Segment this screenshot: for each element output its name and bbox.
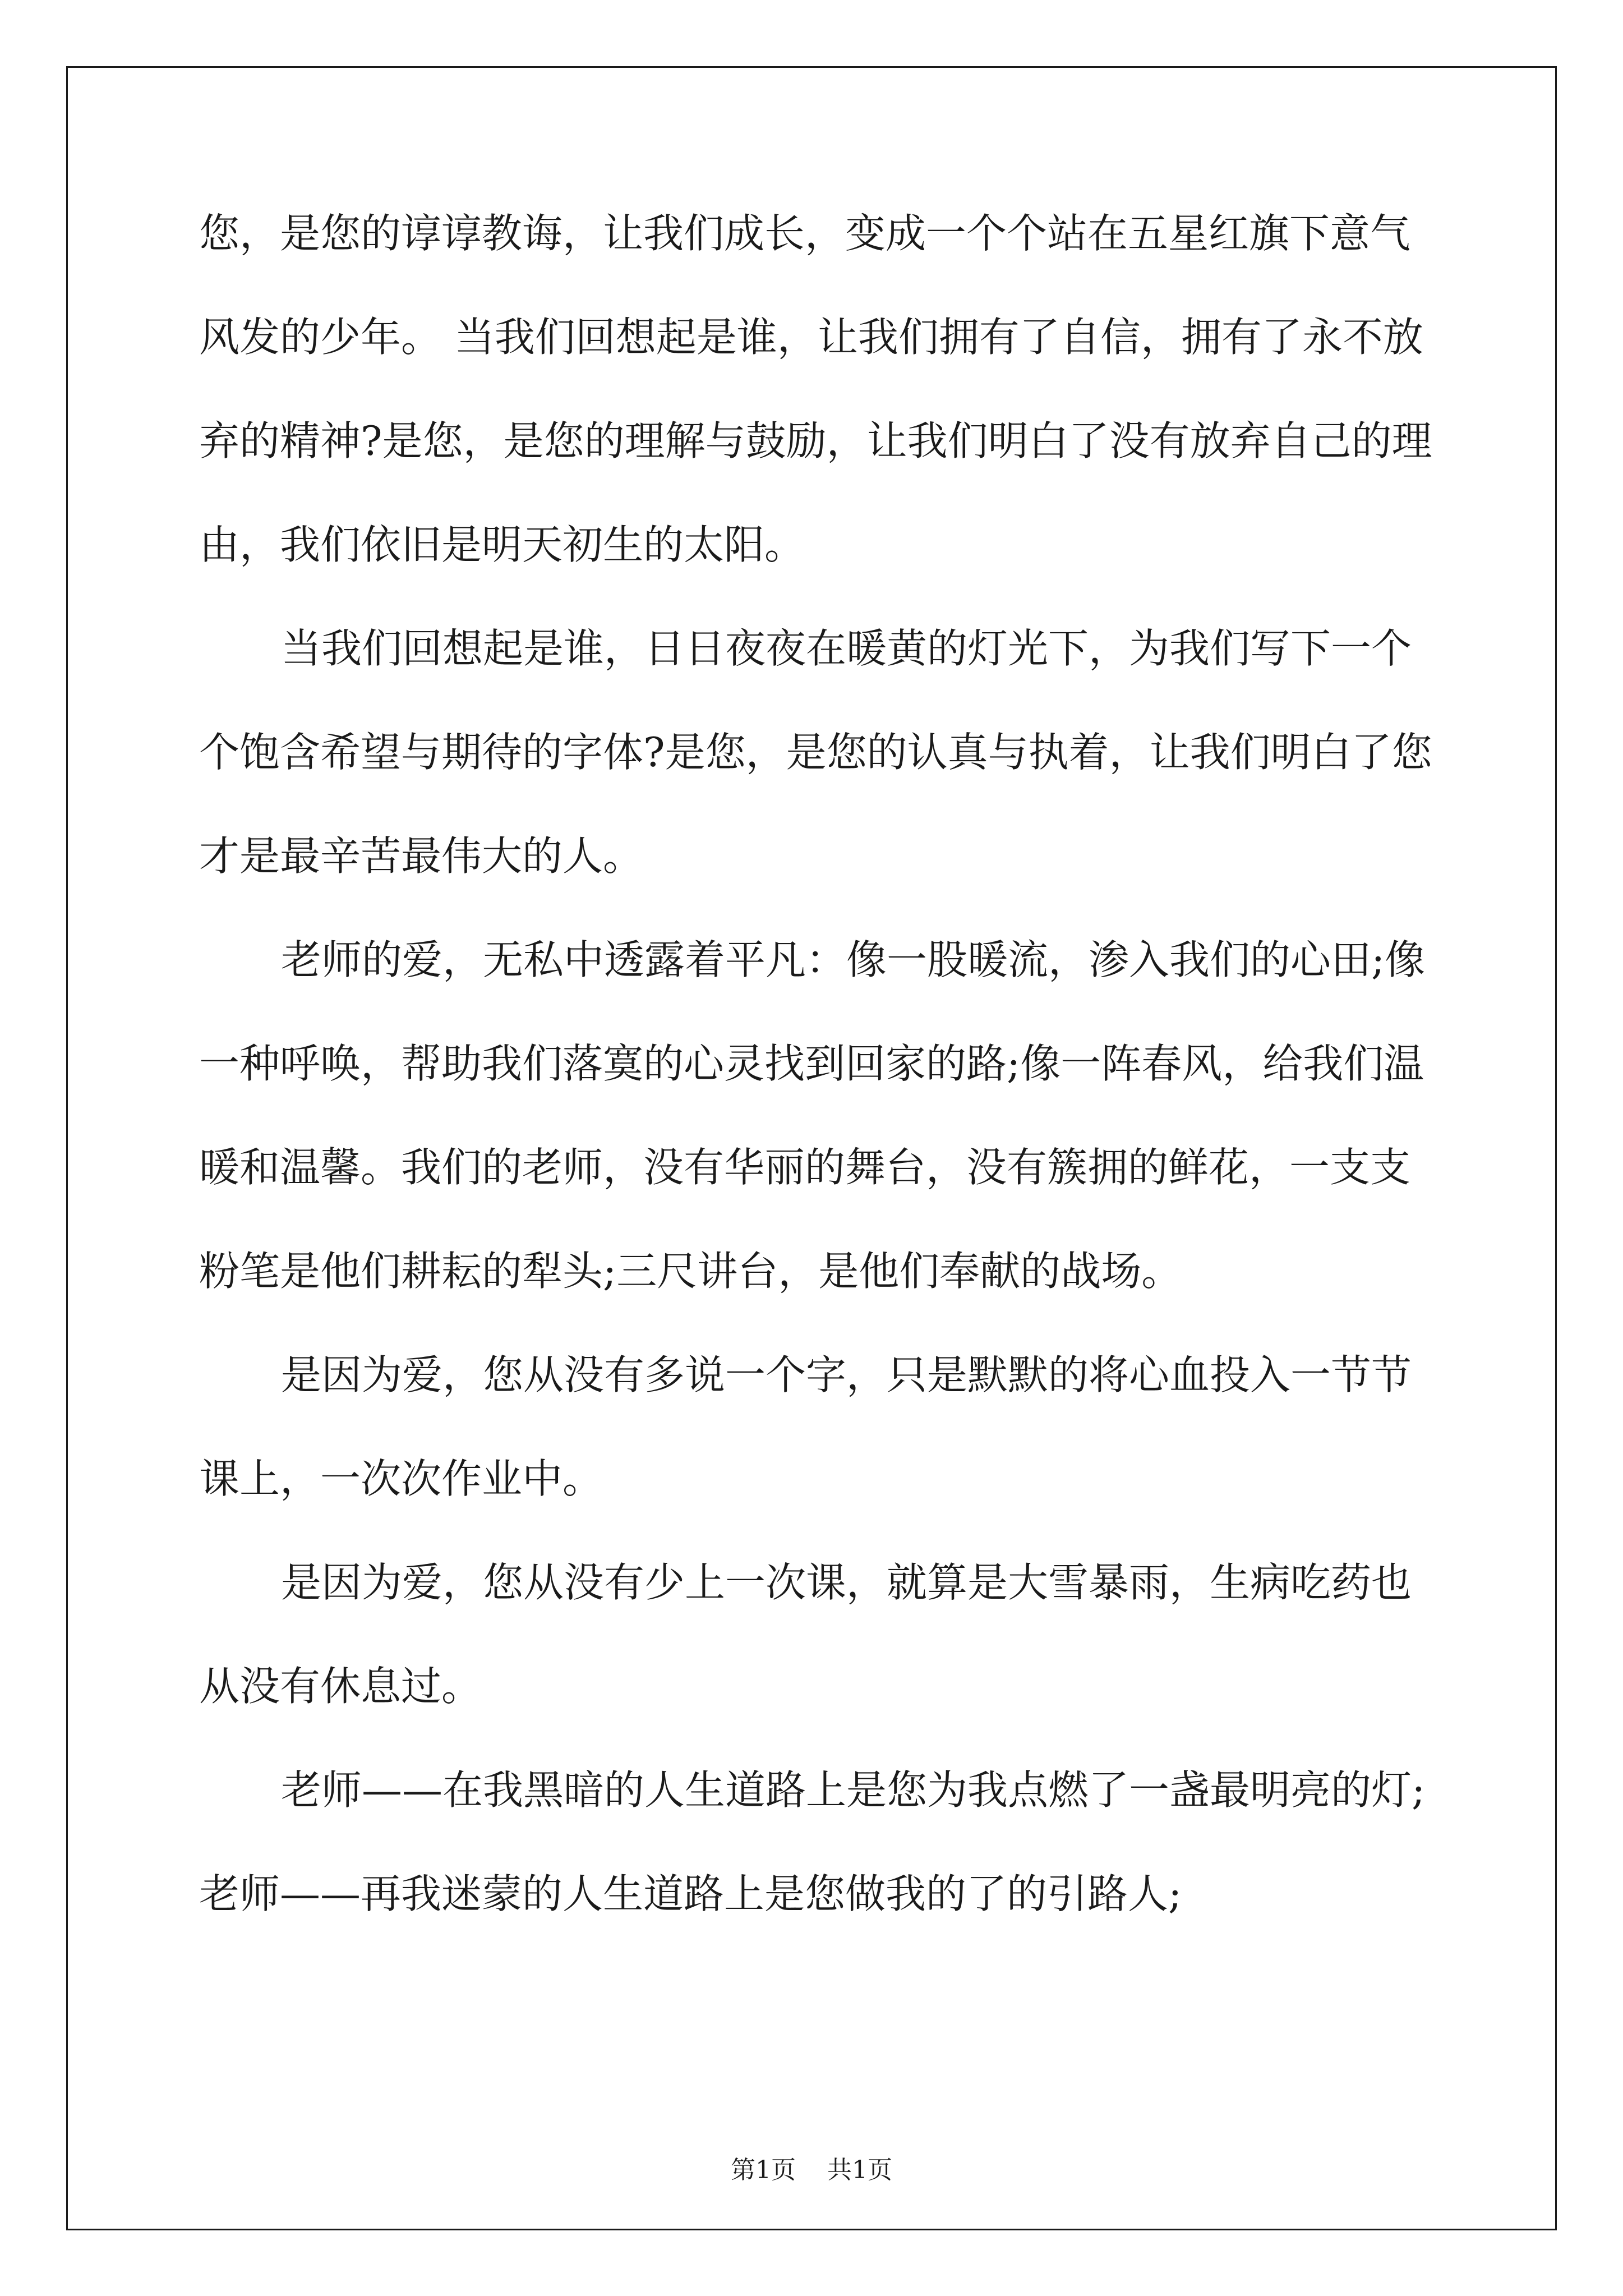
text-line: 是因为爱，您从没有少上一次课，就算是大雪暴雨，生病吃药也 [281,1559,1412,1606]
page-total: 共1页 [827,2156,892,2184]
text-line: 个饱含希望与期待的字体?是您，是您的认真与执着，让我们明白了您 [199,729,1432,776]
text-line: 风发的少年。 当我们回想起是谁，让我们拥有了自信，拥有了永不放 [199,314,1423,361]
text-line: 由，我们依旧是明天初生的太阳。 [199,521,805,568]
text-line: 老师——在我黑暗的人生道路上是您为我点燃了一盏最明亮的灯; [281,1766,1426,1814]
text-line: 弃的精神?是您，是您的理解与鼓励，让我们明白了没有放弃自己的理 [199,417,1432,464]
text-line: 才是最辛苦最伟大的人。 [199,832,644,880]
text-line: 从没有休息过。 [199,1663,482,1710]
text-line: 课上，一次次作业中。 [199,1455,603,1502]
text-line: 暖和温馨。我们的老师，没有华丽的舞台，没有簇拥的鲜花，一支支 [199,1144,1411,1191]
text-line: 粉笔是他们耕耘的犁头;三尺讲台，是他们奉献的战场。 [199,1248,1182,1295]
text-line: 老师——再我迷蒙的人生道路上是您做我的了的引路人; [199,1870,1182,1917]
text-line: 当我们回想起是谁，日日夜夜在暖黄的灯光下，为我们写下一个 [281,625,1412,672]
text-line: 一种呼唤，帮助我们落寞的心灵找到回家的路;像一阵春风，给我们温 [199,1040,1424,1087]
text-line: 是因为爱，您从没有多说一个字，只是默默的将心血投入一节节 [281,1351,1412,1398]
page-number: 第1页 [731,2156,796,2184]
text-line: 老师的爱，无私中透露着平凡：像一股暖流，渗入我们的心田;像 [281,936,1426,983]
page-footer [0,2150,1623,2185]
text-line: 您，是您的谆谆教诲，让我们成长，变成一个个站在五星红旗下意气 [199,210,1411,257]
